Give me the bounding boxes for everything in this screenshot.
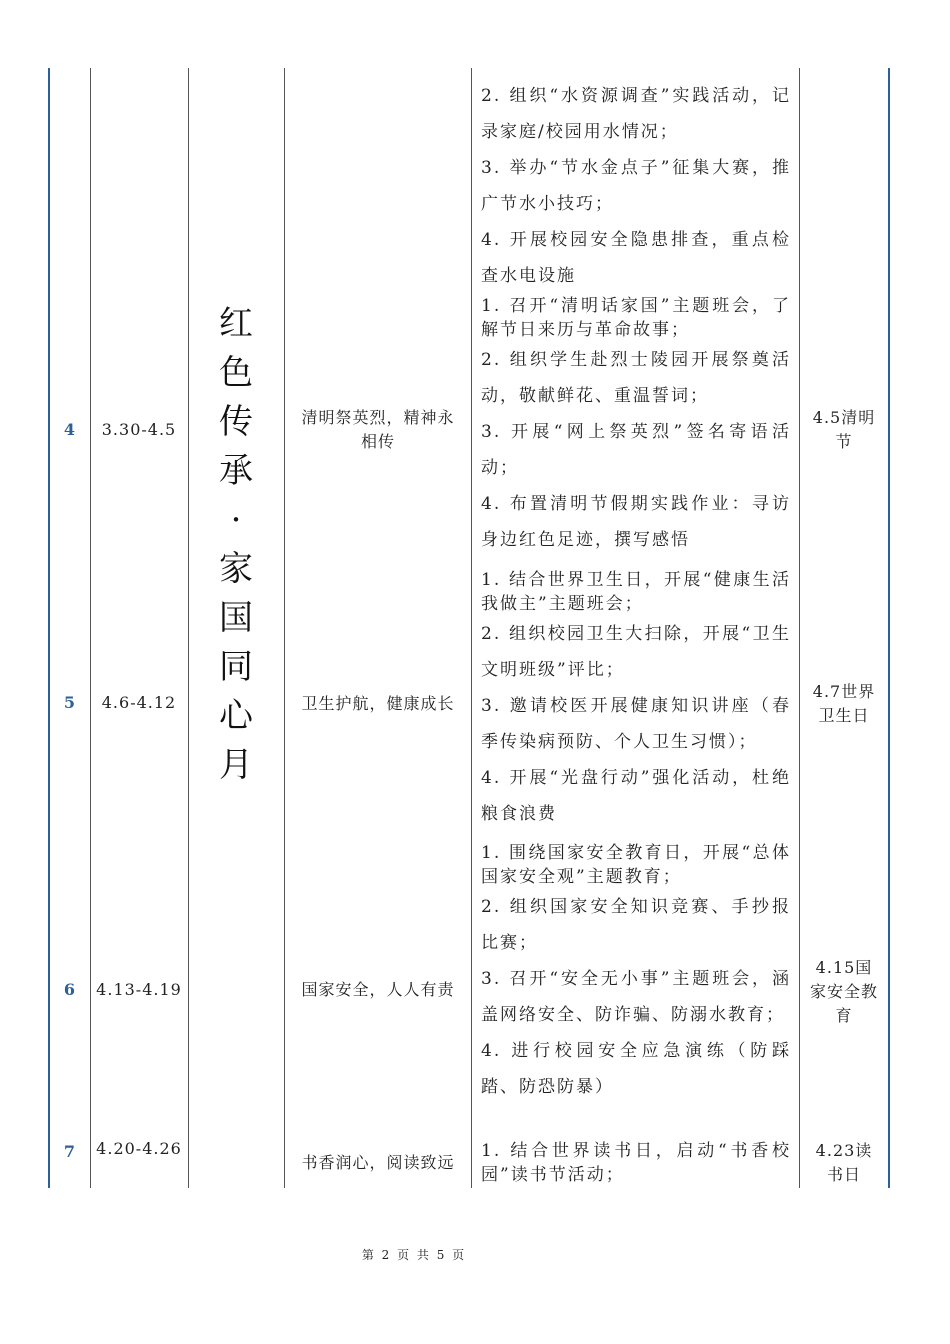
month-theme: 红 色 传 承 · 家 国 同 心 月 — [219, 304, 253, 785]
activity-item: 4. 开展“光盘行动”强化活动，杜绝粮食浪费 — [481, 768, 791, 824]
festival: 4.23读书日 — [815, 1141, 873, 1184]
activity-item: 4. 进行校园安全应急演练（防踩踏、防恐防暴） — [481, 1041, 791, 1097]
activity-list — [481, 841, 791, 1105]
activity-item: 3. 开展“网上祭英烈”签名寄语活动； — [481, 422, 791, 478]
week-dates: 4.20-4.26 — [96, 1139, 182, 1158]
activity-item: 3. 邀请校医开展健康知识讲座（春季传染病预防、个人卫生习惯）； — [481, 696, 791, 752]
week-topic: 国家安全，人人有责 — [301, 980, 455, 999]
table-border-left — [48, 68, 50, 1188]
activity-item: 3. 举办“节水金点子”征集大赛，推广节水小技巧； — [481, 158, 791, 214]
festival: 4.15国家安全教育 — [809, 958, 878, 1025]
week-dates: 4.13-4.19 — [96, 980, 182, 999]
activity-item: 1. 结合世界卫生日，开展“健康生活我做主”主题班会； — [481, 570, 791, 614]
festival: 4.7世界卫生日 — [812, 682, 876, 725]
activity-item: 2. 组织学生赴烈士陵园开展祭奠活动，敬献鲜花、重温誓词； — [481, 350, 791, 406]
week-topic: 书香润心，阅读致远 — [301, 1153, 455, 1172]
activity-item: 1. 召开“清明话家国”主题班会，了解节日来历与革命故事； — [481, 296, 791, 340]
activity-item: 4. 布置清明节假期实践作业：寻访身边红色足迹，撰写感悟 — [481, 494, 791, 550]
column-divider — [471, 68, 472, 1188]
activity-item: 1. 结合世界读书日，启动“书香校园”读书节活动； — [481, 1141, 791, 1185]
activity-list — [481, 1139, 791, 1187]
continued-activities — [481, 78, 791, 294]
table-border-right — [888, 68, 890, 1188]
activity-item: 4. 开展校园安全隐患排查，重点检查水电设施 — [481, 230, 791, 286]
column-divider — [90, 68, 91, 1188]
activity-item: 3. 召开“安全无小事”主题班会，涵盖网络安全、防诈骗、防溺水教育； — [481, 969, 791, 1025]
week-topic: 清明祭英烈，精神永相传 — [301, 408, 455, 451]
week-number: 5 — [63, 693, 77, 712]
week-dates: 3.30-4.5 — [101, 420, 177, 439]
activity-list — [481, 568, 791, 832]
week-dates: 4.6-4.12 — [101, 693, 177, 712]
week-topic: 卫生护航，健康成长 — [301, 694, 455, 713]
activity-item: 2. 组织国家安全知识竞赛、手抄报比赛； — [481, 897, 791, 953]
activity-list — [481, 294, 791, 558]
activity-item: 2. 组织校园卫生大扫除，开展“卫生文明班级”评比； — [481, 624, 791, 680]
week-number: 6 — [63, 980, 77, 999]
activity-item: 1. 围绕国家安全教育日，开展“总体国家安全观”主题教育； — [481, 843, 791, 887]
festival: 4.5清明节 — [812, 408, 876, 451]
column-divider — [799, 68, 800, 1188]
activity-item: 2. 组织“水资源调查”实践活动，记录家庭/校园用水情况； — [481, 86, 791, 142]
week-number: 4 — [63, 420, 77, 439]
week-number: 7 — [63, 1142, 77, 1161]
column-divider — [284, 68, 285, 1188]
page-footer: 第 2 页 共 5 页 — [361, 1248, 467, 1262]
